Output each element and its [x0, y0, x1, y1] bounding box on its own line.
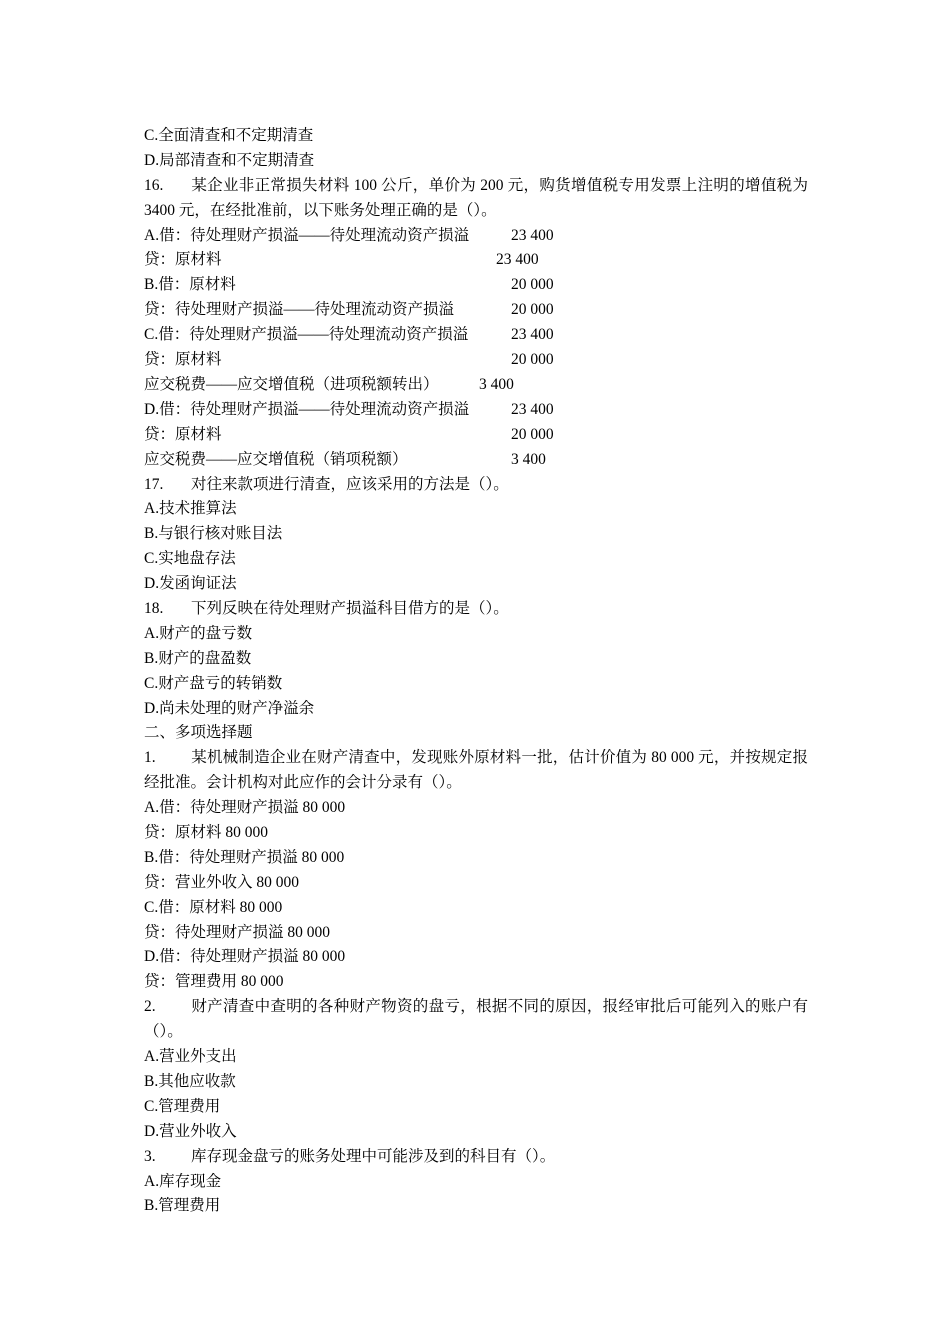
option-line: B.与银行核对账目法: [144, 525, 283, 543]
option-line: D.局部清查和不定期清查: [144, 151, 315, 169]
multi-question-1: [144, 746, 808, 796]
entry-amount: 20 000: [511, 276, 554, 294]
question-number: 3.: [144, 1147, 156, 1165]
entry-amount: 3 400: [511, 450, 546, 468]
entry-account: A.借：待处理财产损溢——待处理流动资产损溢: [144, 226, 470, 244]
question-text: 某企业非正常损失材料 100 公斤，单价为 200 元，购货增值税专用发票上注明的增值税为 3400 元，在经批准前，以下账务处理正确的是（）。: [144, 176, 808, 219]
option-line: B.借：待处理财产损溢 80 000: [144, 848, 345, 866]
entry-account: C.借：待处理财产损溢——待处理流动资产损溢: [144, 326, 469, 344]
option-line: D.尚未处理的财产净溢余: [144, 699, 315, 717]
entry-amount: 20 000: [511, 301, 554, 319]
option-line: A.技术推算法: [144, 500, 237, 518]
entry-amount: 23 400: [496, 251, 539, 269]
entry-amount: 23 400: [511, 326, 554, 344]
option-line: C.实地盘存法: [144, 550, 236, 568]
entry-line: [144, 248, 808, 273]
multi-question-2: [144, 995, 808, 1045]
question-number: 18.: [144, 599, 164, 617]
question-number: 2.: [144, 998, 156, 1016]
question-text: 对往来款项进行清查，应该采用的方法是（）。: [191, 475, 509, 493]
option-line: C.借：原材料 80 000: [144, 898, 283, 916]
entry-amount: 20 000: [511, 351, 554, 369]
option-line: 贷：管理费用 80 000: [144, 973, 284, 991]
option-line: 贷：待处理财产损溢 80 000: [144, 923, 331, 941]
entry-amount: 20 000: [511, 425, 554, 443]
question-number: 17.: [144, 475, 164, 493]
question-text: 下列反映在待处理财产损溢科目借方的是（）。: [191, 599, 509, 617]
entry-amount: 23 400: [511, 400, 554, 418]
option-line: A.借：待处理财产损溢 80 000: [144, 799, 346, 817]
entry-line: [144, 273, 808, 298]
option-line: 贷：营业外收入 80 000: [144, 873, 300, 891]
option-line: C.管理费用: [144, 1097, 221, 1115]
question-number: 1.: [144, 749, 156, 767]
option-line: C.全面清查和不定期清查: [144, 127, 314, 144]
option-line: A.营业外支出: [144, 1048, 237, 1066]
entry-account: 应交税费——应交增值税（销项税额）: [144, 450, 408, 468]
entry-account: 贷：原材料: [144, 351, 222, 369]
question-16: [144, 174, 808, 224]
entry-line: [144, 423, 808, 448]
entry-line: [144, 448, 808, 473]
option-line: B.其他应收款: [144, 1072, 236, 1090]
option-line: D.营业外收入: [144, 1122, 237, 1140]
option-line: B.财产的盘盈数: [144, 649, 252, 667]
entry-line: [144, 323, 808, 348]
entry-line: [144, 373, 808, 398]
option-line: D.借：待处理财产损溢 80 000: [144, 948, 346, 966]
entry-account: 贷：待处理财产损溢——待处理流动资产损溢: [144, 301, 455, 319]
option-line: D.发函询证法: [144, 575, 237, 593]
entry-account: B.借：原材料: [144, 276, 236, 294]
question-text: 财产清查中查明的各种财产物资的盘亏，根据不同的原因，报经审批后可能列入的账户有（）。: [144, 998, 808, 1041]
entry-line: [144, 298, 808, 323]
section-heading: 二、多项选择题: [144, 724, 253, 742]
entry-amount: 23 400: [511, 226, 554, 244]
option-line: B.管理费用: [144, 1197, 221, 1215]
entry-amount: 3 400: [479, 375, 514, 393]
document-page: [144, 124, 808, 1219]
option-line: 贷：原材料 80 000: [144, 824, 269, 841]
option-line: A.财产的盘亏数: [144, 624, 253, 642]
question-18: [144, 597, 808, 622]
entry-account: 应交税费——应交增值税（进项税额转出）: [144, 375, 439, 393]
entry-account: D.借：待处理财产损溢——待处理流动资产损溢: [144, 400, 470, 418]
entry-line: [144, 224, 808, 249]
question-text: 某机械制造企业在财产清查中，发现账外原材料一批，估计价值为 80 000 元，并按规定报经批准。会计机构对此应作的会计分录有（）。: [144, 749, 808, 792]
option-line: A.库存现金: [144, 1172, 222, 1190]
question-text: 库存现金盘亏的账务处理中可能涉及到的科目有（）。: [191, 1147, 556, 1165]
entry-line: [144, 348, 808, 373]
question-17: [144, 473, 808, 498]
entry-account: 贷：原材料: [144, 425, 222, 443]
question-number: 16.: [144, 176, 164, 194]
entry-account: 贷：原材料: [144, 251, 222, 269]
option-line: C.财产盘亏的转销数: [144, 674, 283, 692]
multi-question-3: [144, 1145, 808, 1170]
entry-line: [144, 398, 808, 423]
